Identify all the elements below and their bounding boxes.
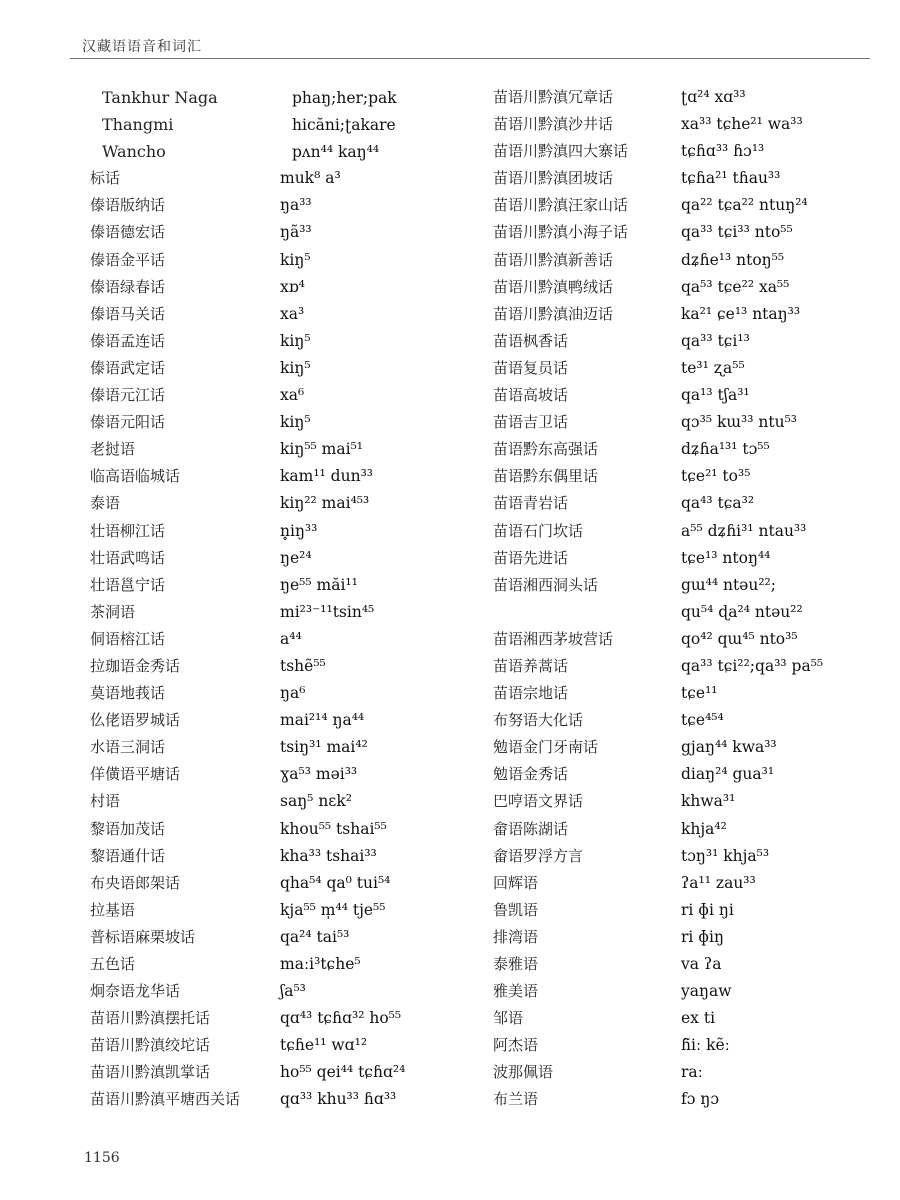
word-form: tɔŋ³¹ khja⁵³	[681, 846, 770, 865]
language-name: 苗语川黔滇鸭绒话	[493, 277, 614, 296]
word-form: qa³³ tɕi³³ nto⁵⁵	[681, 223, 793, 242]
word-form: phaŋ;her;pak	[292, 89, 397, 107]
language-name: 苗语川黔滇油迈话	[493, 304, 614, 323]
entry-row	[90, 951, 470, 978]
word-form: kha³³ tshai³³	[280, 846, 377, 865]
entry-row	[493, 761, 893, 788]
entry-row	[90, 572, 470, 599]
entry-row	[90, 409, 470, 436]
entry-row	[90, 1086, 470, 1113]
language-name: 傣语元阳话	[90, 413, 166, 432]
entry-row	[493, 84, 893, 111]
language-name: 苗语黔东高强话	[493, 440, 599, 459]
word-form: tshẽ⁵⁵	[280, 656, 326, 675]
entry-row	[493, 382, 893, 409]
word-form: hicăni;ʈakare	[292, 116, 396, 135]
language-name: 炯奈语龙华话	[90, 982, 181, 1001]
word-form: kiŋ⁵	[280, 358, 311, 377]
entry-row	[493, 518, 893, 545]
entry-row	[90, 734, 470, 761]
word-form: diaŋ²⁴ gua³¹	[681, 765, 775, 784]
language-name: Tankhur Naga	[102, 88, 218, 107]
word-form: khja⁴²	[681, 819, 727, 838]
entry-row	[90, 518, 470, 545]
language-name: 邹语	[493, 1009, 524, 1028]
entry-row	[493, 816, 893, 843]
entry-row	[90, 897, 470, 924]
word-form: ri ɸi ŋi	[681, 900, 734, 919]
entry-row	[90, 978, 470, 1005]
entry-row	[90, 84, 470, 111]
entry-row	[90, 788, 470, 815]
entry-row	[493, 545, 893, 572]
running-header: 汉藏语语音和词汇	[82, 39, 202, 55]
entry-row	[493, 165, 893, 192]
word-form: khou⁵⁵ tshai⁵⁵	[280, 819, 387, 838]
entry-row	[90, 328, 470, 355]
entry-row	[493, 1005, 893, 1032]
entry-row	[493, 192, 893, 219]
word-form: gjaŋ⁴⁴ kwa³³	[681, 738, 777, 757]
entry-row	[493, 599, 893, 626]
word-form: kiŋ⁵	[280, 413, 311, 432]
entry-row	[493, 247, 893, 274]
word-form: qa⁴³ tɕa³²	[681, 494, 755, 513]
language-name: 标话	[90, 169, 121, 188]
entry-row	[90, 870, 470, 897]
word-form: khwa³¹	[681, 792, 736, 811]
language-name: 临高语临城话	[90, 467, 181, 486]
entry-row	[90, 436, 470, 463]
language-name: 苗语石门坎话	[493, 521, 584, 540]
entry-row	[90, 247, 470, 274]
word-form: saŋ⁵ nɛk²	[280, 792, 352, 811]
entry-row	[493, 355, 893, 382]
language-name: 壮语邕宁话	[90, 575, 166, 594]
entry-row	[90, 1005, 470, 1032]
language-name: 苗语川黔滇凯掌话	[90, 1063, 211, 1082]
entry-row	[493, 219, 893, 246]
entry-row	[90, 382, 470, 409]
word-form: qa²⁴ tai⁵³	[280, 927, 350, 946]
word-form: qo⁴² qɯ⁴⁵ nto³⁵	[681, 629, 798, 648]
language-name: 傣语金平话	[90, 250, 166, 269]
word-form: qa⁵³ tɕe²² xa⁵⁵	[681, 277, 790, 296]
language-name: 傣语马关话	[90, 304, 166, 323]
word-form: qɑ⁴³ tɕɦɑ³² ho⁵⁵	[280, 1009, 402, 1028]
language-name: 苗语川黔滇新善话	[493, 250, 614, 269]
word-form: raː	[681, 1063, 703, 1082]
language-name: 苗语川黔滇沙井话	[493, 115, 614, 134]
entry-row	[90, 680, 470, 707]
word-form: qu⁵⁴ ɖa²⁴ ntəu²²	[681, 602, 803, 621]
word-form: ŋe⁵⁵ măi¹¹	[280, 575, 358, 594]
language-name: 傣语孟连话	[90, 331, 166, 350]
entry-row	[90, 626, 470, 653]
language-name: 傣语版纳话	[90, 196, 166, 215]
word-form: n̥iŋ³³	[280, 521, 318, 540]
header-rule	[70, 58, 870, 59]
word-form: ka²¹ ɕe¹³ ntaŋ³³	[681, 304, 801, 323]
entry-row	[493, 653, 893, 680]
word-form: tɕe⁴⁵⁴	[681, 711, 724, 730]
word-form: dʑɦa¹³¹ tɔ⁵⁵	[681, 440, 770, 459]
word-form: ŋa³³	[280, 196, 312, 215]
word-form: qa³³ tɕi²²;qa³³ pa⁵⁵	[681, 656, 824, 675]
entry-row	[90, 924, 470, 951]
word-form: mai²¹⁴ ŋa⁴⁴	[280, 711, 365, 730]
entry-row	[90, 1032, 470, 1059]
word-form: qa²² tɕa²² ntuŋ²⁴	[681, 196, 808, 215]
language-name: 阿杰语	[493, 1036, 539, 1055]
entry-row	[90, 599, 470, 626]
word-form: ɦ̃iː kẽː	[681, 1036, 730, 1055]
language-name: 侗语榕江话	[90, 629, 166, 648]
language-name: 布央语郎架话	[90, 873, 181, 892]
language-name: 勉语金门牙南话	[493, 738, 599, 757]
language-name: 壮语柳江话	[90, 521, 166, 540]
language-name: 泰语	[90, 494, 121, 513]
word-form: dʑɦe¹³ ntoŋ⁵⁵	[681, 250, 785, 269]
entry-row	[90, 111, 470, 138]
language-name: 苗语川黔滇摆托话	[90, 1009, 211, 1028]
entry-row	[493, 463, 893, 490]
word-form: ho⁵⁵ qei⁴⁴ tɕɦɑ²⁴	[280, 1063, 406, 1082]
word-form: ri ɸiŋ	[681, 927, 724, 946]
language-name: 黎语通什话	[90, 846, 166, 865]
language-name: 五色话	[90, 955, 136, 973]
entry-row	[493, 436, 893, 463]
word-form: gɯ⁴⁴ ntəu²²;	[681, 575, 776, 594]
entry-row	[493, 490, 893, 517]
language-name: 苗语川黔滇四大寨话	[493, 142, 629, 161]
word-form: qɑ³³ khu³³ ɦɑ³³	[280, 1090, 397, 1109]
entry-row	[90, 1059, 470, 1086]
language-name: 苗语复员话	[493, 358, 569, 377]
entry-row	[493, 951, 893, 978]
language-name: 壮语武鸣话	[90, 548, 166, 567]
word-form: ŋe²⁴	[280, 548, 312, 567]
word-form: tɕe²¹ to³⁵	[681, 467, 751, 486]
language-name: 苗语川黔滇汪家山话	[493, 196, 629, 215]
word-form: muk⁸ a³	[280, 169, 341, 188]
language-name: 水语三洞话	[90, 738, 166, 757]
word-form: ʈɑ²⁴ xɑ³³	[681, 88, 746, 106]
entry-row	[493, 1032, 893, 1059]
entry-row	[493, 870, 893, 897]
word-form: qa¹³ tʃa³¹	[681, 386, 750, 405]
entry-row	[493, 1086, 893, 1113]
word-form: tɕɦa²¹ tɦau³³	[681, 169, 781, 188]
entry-row	[90, 301, 470, 328]
language-name: 莫语地莪话	[90, 684, 166, 703]
language-name: 傣语元江话	[90, 386, 166, 405]
word-form: kiŋ⁵	[280, 331, 311, 350]
entry-row	[493, 734, 893, 761]
word-form: xa³	[280, 304, 305, 323]
entry-row	[90, 274, 470, 301]
language-name: 苗语川黔滇小海子话	[493, 223, 629, 242]
entry-row	[90, 490, 470, 517]
entry-row	[90, 219, 470, 246]
entry-row	[90, 545, 470, 572]
word-form: kam¹¹ dun³³	[280, 467, 373, 486]
language-name: 鲁凯语	[493, 900, 539, 919]
language-name: 苗语高坡话	[493, 386, 569, 405]
language-name: Wancho	[102, 142, 166, 162]
entry-row	[493, 274, 893, 301]
entry-row	[493, 1059, 893, 1086]
language-name: 苗语川黔滇冗章话	[493, 88, 614, 106]
word-form: qa³³ tɕi¹³	[681, 331, 750, 350]
language-name: 苗语青岩话	[493, 494, 569, 513]
language-name: 苗语湘西洞头话	[493, 575, 599, 594]
language-name: 苗语宗地话	[493, 684, 569, 703]
language-name: 波那佩语	[493, 1063, 554, 1082]
entry-row	[493, 138, 893, 165]
entry-row	[90, 355, 470, 382]
language-name: 傣语武定话	[90, 358, 166, 377]
word-form: kiŋ⁵⁵ mai⁵¹	[280, 440, 364, 459]
word-form: tɕe¹³ ntoŋ⁴⁴	[681, 548, 771, 567]
entry-row	[90, 843, 470, 870]
word-form: kiŋ⁵	[280, 250, 311, 269]
language-name: 回辉语	[493, 873, 539, 892]
entry-row	[90, 816, 470, 843]
word-form: xɒ⁴	[280, 277, 305, 296]
word-form: a⁴⁴	[280, 629, 302, 648]
language-name: 拉珈语金秀话	[90, 656, 181, 675]
language-name: 苗语川黔滇绞坨话	[90, 1036, 211, 1055]
entry-row	[493, 572, 893, 599]
language-name: 仫佬语罗城话	[90, 711, 181, 730]
entry-row	[90, 192, 470, 219]
language-name: 村语	[90, 792, 121, 811]
word-form: tɕe¹¹	[681, 684, 718, 703]
language-name: 苗语湘西茅坡营话	[493, 629, 614, 648]
word-form: va ʔa	[681, 955, 722, 973]
word-form: fɔ ŋɔ	[681, 1090, 720, 1109]
entry-row	[90, 761, 470, 788]
language-name: 佯僙语平塘话	[90, 765, 181, 784]
entry-row	[493, 897, 893, 924]
entry-row	[493, 301, 893, 328]
entry-row	[90, 165, 470, 192]
entry-row	[493, 409, 893, 436]
entry-row	[493, 707, 893, 734]
language-name: 黎语加茂话	[90, 819, 166, 838]
entry-row	[493, 978, 893, 1005]
word-form: a⁵⁵ dʑɦi³¹ ntau³³	[681, 521, 807, 540]
entry-row	[90, 138, 470, 165]
word-form: xa⁶	[280, 386, 305, 405]
language-name: 畲语罗浮方言	[493, 846, 584, 865]
language-name: 老挝语	[90, 440, 136, 459]
language-name: 雅美语	[493, 982, 539, 1001]
word-form: ŋã³³	[280, 223, 312, 242]
language-name: 布兰语	[493, 1090, 539, 1109]
language-name: 苗语川黔滇平塘西关话	[90, 1090, 241, 1109]
entry-row	[90, 707, 470, 734]
word-form: yaŋaw	[681, 982, 732, 1001]
language-name: 苗语枫香话	[493, 331, 569, 350]
entry-row	[493, 111, 893, 138]
entry-row	[493, 788, 893, 815]
left-column	[90, 84, 470, 1114]
word-form: xa³³ tɕhe²¹ wa³³	[681, 115, 803, 134]
word-form: qha⁵⁴ qa⁰ tui⁵⁴	[280, 873, 391, 892]
word-form: kja⁵⁵ m̩⁴⁴ tje⁵⁵	[280, 900, 386, 919]
language-name: 勉语金秀话	[493, 765, 569, 784]
language-name: 巴哼语文界话	[493, 792, 584, 811]
word-form: tsiŋ³¹ mai⁴²	[280, 738, 368, 757]
word-form: ŋa⁶	[280, 684, 306, 703]
language-name: 排湾语	[493, 927, 539, 946]
language-name: 畲语陈湖话	[493, 819, 569, 838]
entry-row	[493, 843, 893, 870]
entry-row	[493, 924, 893, 951]
entry-row	[493, 626, 893, 653]
language-name: 苗语先进话	[493, 548, 569, 567]
word-form: mi²³⁻¹¹tsin⁴⁵	[280, 602, 375, 621]
word-form: ʃa⁵³	[280, 982, 306, 1001]
page-number: 1156	[84, 1150, 120, 1166]
word-form: ɣa⁵³ məi³³	[280, 765, 358, 784]
language-name: 拉基语	[90, 900, 136, 919]
word-form: kiŋ²² mai⁴⁵³	[280, 494, 370, 513]
word-form: pʌn⁴⁴ kaŋ⁴⁴	[292, 143, 380, 162]
language-name: 苗语养蒿话	[493, 656, 569, 675]
word-form: ex ti	[681, 1009, 716, 1028]
language-name: 傣语德宏话	[90, 223, 166, 242]
entry-row	[90, 463, 470, 490]
entry-row	[493, 680, 893, 707]
word-form: ʔa¹¹ zau³³	[681, 873, 756, 892]
entry-row	[90, 653, 470, 680]
word-form: qɔ³⁵ kɯ³³ ntu⁵³	[681, 413, 798, 432]
language-name: 苗语吉卫话	[493, 413, 569, 432]
language-name: Thangmi	[102, 115, 174, 135]
language-name: 普标语麻栗坡话	[90, 927, 196, 946]
language-name: 布努语大化话	[493, 711, 584, 730]
word-form: maːi³tɕhe⁵	[280, 955, 361, 973]
right-column	[493, 84, 893, 1114]
word-form: tɕɦɑ³³ ɦɔ¹³	[681, 142, 765, 161]
word-form: tɕɦe¹¹ wɑ¹²	[280, 1036, 368, 1055]
language-name: 泰雅语	[493, 955, 539, 973]
entry-row	[493, 328, 893, 355]
language-name: 茶洞语	[90, 602, 136, 621]
language-name: 苗语黔东偶里话	[493, 467, 599, 486]
word-form: te³¹ ʐa⁵⁵	[681, 358, 745, 377]
language-name: 傣语绿春话	[90, 277, 166, 296]
language-name: 苗语川黔滇团坡话	[493, 169, 614, 188]
